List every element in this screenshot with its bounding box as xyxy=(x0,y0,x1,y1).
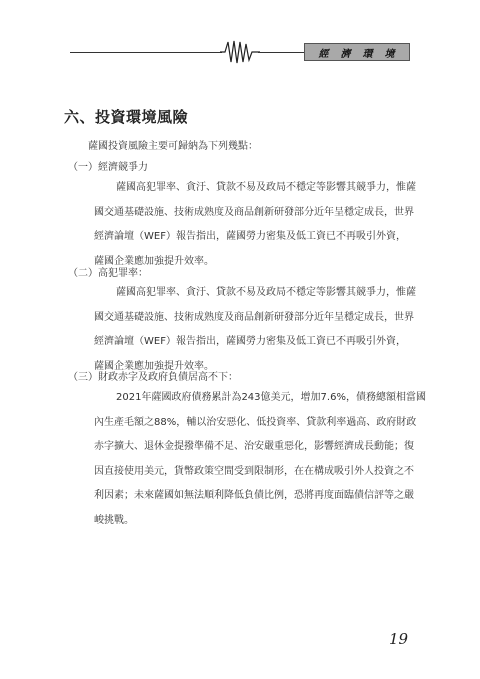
item-paragraph xyxy=(94,281,416,379)
header-char: 環 xyxy=(362,48,374,60)
header-char: 經 xyxy=(318,48,330,60)
page-number: 19 xyxy=(389,630,409,648)
header-char: 濟 xyxy=(340,48,352,60)
paragraph-line: 薩國高犯罪率、貪汙、貸款不易及政局不穩定等影響其競爭力，惟薩 xyxy=(116,287,416,298)
item-heading: （三）財政赤字及政府負債居高不下： xyxy=(68,372,238,383)
paragraph-line: 因直接使用美元，貨幣政策空間受到限制形，在在構成吸引外人投資之不 xyxy=(94,465,414,477)
paragraph-line: 薩國高犯罪率、貪汙、貸款不易及政局不穩定等影響其競爭力，惟薩 xyxy=(116,182,416,193)
paragraph-line: 赤字擴大、退休金提撥準備不足、治安嚴重惡化，影響經濟成長動能；復 xyxy=(94,441,414,452)
paragraph-line: 利因素；未來薩國如無法順利降低負債比例，恐將再度面臨債信評等之嚴 xyxy=(94,490,414,501)
section-title: 六、投資環境風險 xyxy=(64,108,189,126)
paragraph-line: 內生產毛額之88%，輔以治安惡化、低投資率、貸款利率過高、政府財政 xyxy=(94,416,417,428)
heartbeat-icon xyxy=(220,38,260,66)
header-rule-left xyxy=(70,52,222,53)
header-section-label xyxy=(304,43,410,61)
item-heading: （一）經濟競爭力 xyxy=(68,162,148,173)
paragraph-line: 國交通基礎設施、技術成熟度及商品創新研發部分近年呈穩定成長，世界 xyxy=(94,311,414,323)
header-char: 境 xyxy=(384,48,396,60)
paragraph-line: 經濟論壇（WEF）報告指出，薩國勞力密集及低工資已不再吸引外資， xyxy=(94,336,406,347)
paragraph-line: 薩國企業應加強提升效率。 xyxy=(94,360,214,372)
paragraph-line: 經濟論壇（WEF）報告指出，薩國勞力密集及低工資已不再吸引外資， xyxy=(94,231,406,242)
header-rule-right xyxy=(258,52,304,53)
paragraph-line: 峻挑戰。 xyxy=(94,514,134,526)
item-heading: （二）高犯罪率： xyxy=(68,268,148,279)
intro-text: 薩國投資風險主要可歸納為下列幾點： xyxy=(88,141,258,152)
item-paragraph xyxy=(94,176,416,274)
paragraph-line: 2021年薩國政府債務累計為243億美元，增加7.6%，債務總額相當國 xyxy=(116,392,426,403)
item-paragraph xyxy=(94,386,426,533)
paragraph-line: 薩國企業應加強提升效率。 xyxy=(94,255,214,267)
paragraph-line: 國交通基礎設施、技術成熟度及商品創新研發部分近年呈穩定成長，世界 xyxy=(94,206,414,218)
